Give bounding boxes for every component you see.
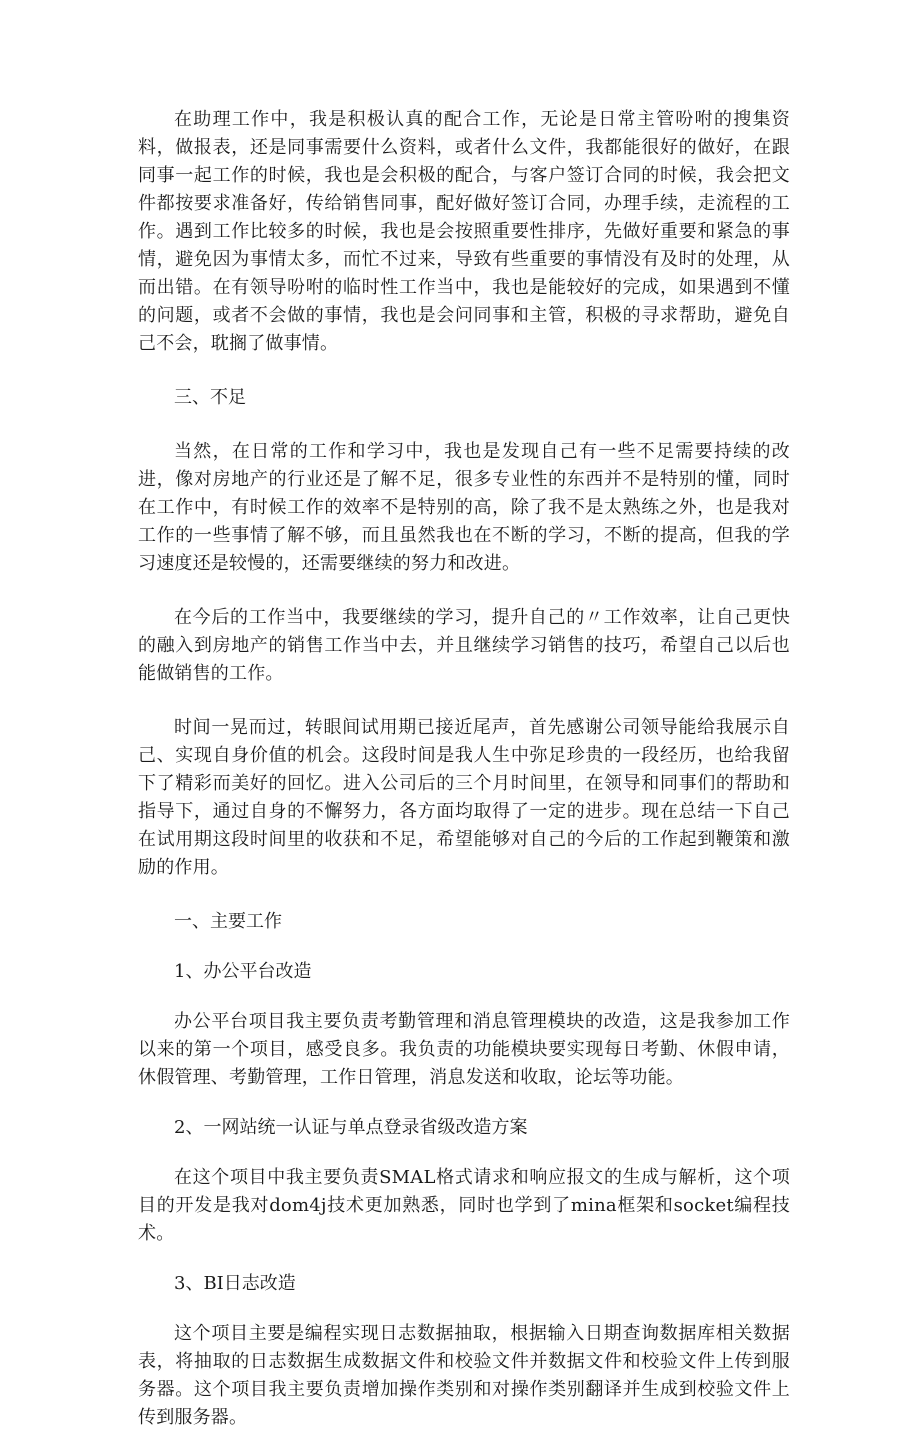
paragraph-shortcomings: 当然，在日常的工作和学习中，我也是发现自己有一些不足需要持续的改进，像对房地产的行业还是了解不足，很多专业性的东西并不是特别的懂，同时在工作中，有时候工作的效率不是特别的高，除了我不是太熟练之外，也是我对工作的一些事情了解不够，而且虽然我也在不断的学习，不断的提高，但我的学习速度还是较慢的，还需要继续的努力和改进。 <box>138 441 790 574</box>
heading-bi-log: 3、BI日志改造 <box>174 1273 296 1294</box>
heading-shortcomings: 三、不足 <box>174 387 246 408</box>
paragraph-bi-log: 这个项目主要是编程实现日志数据抽取，根据输入日期查询数据库相关数据表，将抽取的日志数据生成数据文件和校验文件并数据文件和校验文件上传到服务器。这个项目我主要负责增加操作类别和对操作类别翻译并生成到校验文件上传到服务器。 <box>138 1323 790 1428</box>
paragraph-assistant-work: 在助理工作中，我是积极认真的配合工作，无论是日常主管吩咐的搜集资料，做报表，还是同事需要什么资料，或者什么文件，我都能很好的做好，在跟同事一起工作的时候，我也是会积极的配合，与客户签订合同的时候，我会把文件都按要求准备好，传给销售同事，配好做好签订合同，办理手续，走流程的工作。遇到工作比较多的时候，我也是会按照重要性排序，先做好重要和紧急的事情，避免因为事情太多，而忙不过来，导致有些重要的事情没有及时的处理，从而出错。在有领导吩咐的临时性工作当中，我也是能较好的完成，如果遇到不懂的问题，或者不会做的事情，我也是会问同事和主管，积极的寻求帮助，避免自己不会，耽搁了做事情。 <box>138 109 790 354</box>
heading-unified-auth: 2、一网站统一认证与单点登录省级改造方案 <box>174 1117 528 1138</box>
heading-main-work: 一、主要工作 <box>174 911 282 932</box>
paragraph-future-plans: 在今后的工作当中，我要继续的学习，提升自己的〃工作效率，让自己更快的融入到房地产的销售工作当中去，并且继续学习销售的技巧，希望自己以后也能做销售的工作。 <box>138 607 790 684</box>
document-page <box>138 106 790 1432</box>
paragraph-office-platform: 办公平台项目我主要负责考勤管理和消息管理模块的改造，这是我参加工作以来的第一个项目，感受良多。我负责的功能模块要实现每日考勤、休假申请，休假管理、考勤管理，工作日管理，消息发送和收取，论坛等功能。 <box>138 1011 790 1088</box>
heading-office-platform: 1、办公平台改造 <box>174 961 312 982</box>
paragraph-unified-auth: 在这个项目中我主要负责SMAL格式请求和响应报文的生成与解析，这个项目的开发是我对dom4j技术更加熟悉，同时也学到了mina框架和socket编程技术。 <box>138 1167 790 1244</box>
paragraph-probation-intro: 时间一晃而过，转眼间试用期已接近尾声，首先感谢公司领导能给我展示自己、实现自身价值的机会。这段时间是我人生中弥足珍贵的一段经历，也给我留下了精彩而美好的回忆。进入公司后的三个月时间里，在领导和同事们的帮助和指导下，通过自身的不懈努力，各方面均取得了一定的进步。现在总结一下自己在试用期这段时间里的收获和不足，希望能够对自己的今后的工作起到鞭策和激励的作用。 <box>138 717 790 878</box>
